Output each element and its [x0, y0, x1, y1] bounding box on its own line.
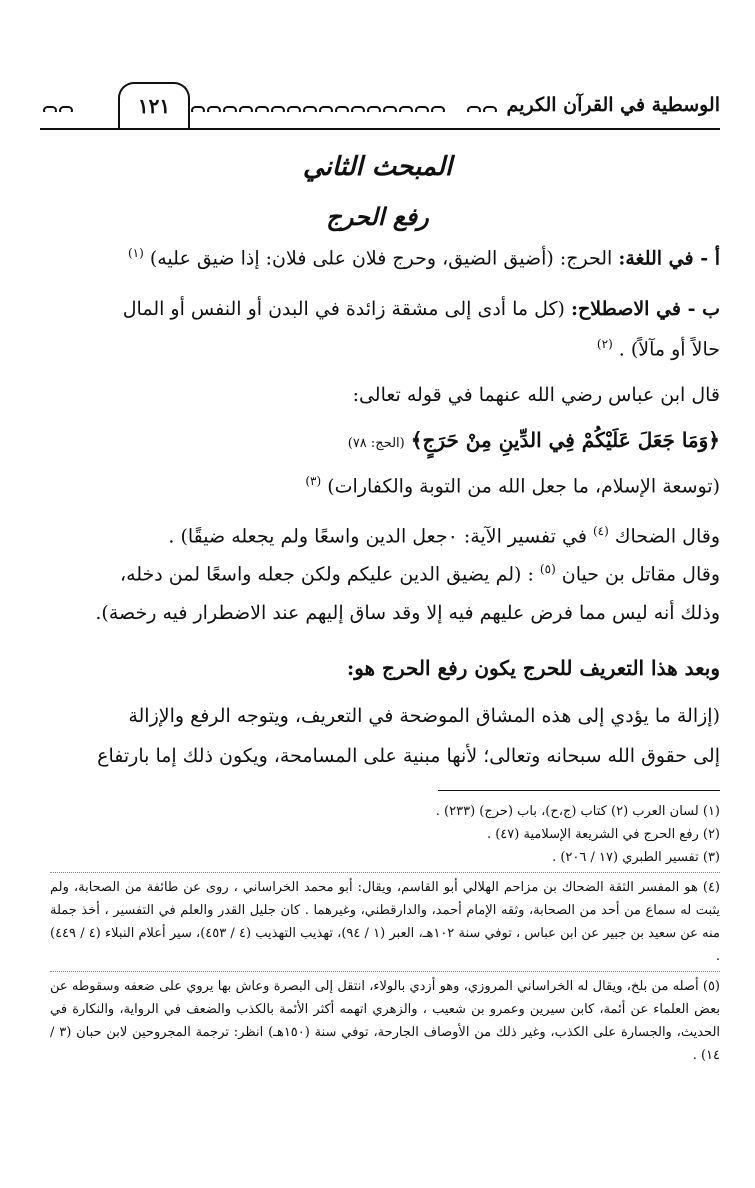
- quran-verse-line: [58, 428, 720, 452]
- footnote-divider: [50, 872, 720, 873]
- footnote-3: (٣) تفسير الطبري (١٧ / ٢٠٦) .: [552, 850, 720, 865]
- header-rule: [40, 128, 720, 130]
- muqatil-text-b: : (لم يضيق الدين عليكم ولكن جعله واسعًا لمن دخله،: [119, 563, 534, 586]
- lang-label: أ - في اللغة:: [618, 247, 720, 270]
- ornament-right: [466, 100, 504, 112]
- definition-body-line-1: (إزالة ما يؤدي إلى هذه المشاق الموضحة في التعريف، ويتوجه الرفع والإزالة: [128, 705, 720, 727]
- definition-heading: وبعد هذا التعريف للحرج يكون رفع الحرج هو:: [346, 656, 720, 680]
- quran-verse: ﴿وَمَا جَعَلَ عَلَيْكُمْ فِي الدِّينِ مِنْ حَرَجٍ﴾: [410, 428, 720, 452]
- explanation-text: (توسعة الإسلام، ما جعل الله من التوبة والكفارات): [327, 475, 720, 498]
- footnotes: [50, 800, 720, 1067]
- ornament-middle: [190, 100, 462, 112]
- lang-text: الحرج: (أضيق الضيق، وحرج فلان على فلان: إذا ضيق عليه): [149, 247, 613, 270]
- dahhak-quote: [58, 524, 720, 547]
- definition-term-line-2: [58, 337, 720, 360]
- term-text-2: حالاً أو مآلاً) .: [618, 338, 720, 361]
- footnote-ref-4[interactable]: (٤): [592, 524, 609, 538]
- footnote-4: (٤) هو المفسر الثقة الضحاك بن مزاحم الهلالي أبو القاسم، ويقال: أبو محمد الخراساني ، روى عن طائفة من الصحابة، ولم يثبت له سماع من أحد من الصحابة، وثقه الإمام أحمد، والدارقطني، وغيرهما . كان جليل القدر والعلم في التفسير ، أخذ جملة منه عن سعيد بن جبير عن ابن عباس ، توفي سنة ١٠٢هـ، العبر (١ / ٩٤)، تهذيب التهذيب (٤ / ٤٥٣)، سير أعلام النبلاء (٤ / ٤٤٩) .: [50, 880, 720, 964]
- page-number: ١٢١: [118, 82, 190, 128]
- footnote-separator: [438, 790, 720, 791]
- muqatil-line-2: وذلك أنه ليس مما فرض عليهم فيه إلا وقد ساق إليهم عند الاضطرار فيه رخصة).: [95, 602, 720, 624]
- footnote-2: (٢) رفع الحرج في الشريعة الإسلامية (٤٧) .: [486, 827, 720, 842]
- running-title: الوسطية في القرآن الكريم: [506, 94, 720, 116]
- verse-reference: (الحج: ٧٨): [347, 436, 405, 451]
- ornament-left: [42, 100, 80, 112]
- term-label: ب - في الاصطلاح:: [571, 298, 720, 320]
- dahhak-text-b: في تفسير الآية: ٠جعل الدين واسعًا ولم يجعله ضيقًا) .: [168, 525, 587, 548]
- footnote-ref-2[interactable]: (٢): [596, 337, 613, 351]
- footnote-ref-5[interactable]: (٥): [539, 562, 556, 576]
- term-text-1: (كل ما أدى إلى مشقة زائدة في البدن أو النفس أو المال: [122, 298, 565, 320]
- footnote-ref-3[interactable]: (٣): [305, 474, 322, 488]
- footnote-divider: [50, 971, 720, 972]
- muqatil-quote: [58, 562, 720, 585]
- footnote-1: (١) لسان العرب (٢) كتاب (ج،ح)، باب (حرج) (٢٣٣) .: [435, 804, 720, 819]
- footnote-5: (٥) أصله من بلخ، ويقال له الخراساني المروزي، وهو أزدي بالولاء، انتقل إلى البصرة وعاش بها يروي على ضعفه وسقوطه عن بعض العلماء عن أئمة، كابن سيرين وعمرو بن شعيب ، والزهري اتهمه أكثر الأئمة بالكذب والضعف في الرواية، والنكارة في الحديث، والجسارة على الكذب، وغير ذلك من الأوصاف الجارحة، توفي سنة (١٥٠هـ) انظر: ترجمة المجروحين لابن حبان (٣ / ١٤) .: [50, 979, 721, 1063]
- definition-body-line-2: إلى حقوق الله سبحانه وتعالى؛ لأنها مبنية على المسامحة، ويكون ذلك إما بارتفاع: [97, 745, 720, 767]
- definition-language: [58, 246, 720, 269]
- section-title: المبحث الثاني: [302, 152, 453, 182]
- page-header: [40, 86, 720, 130]
- definition-term-line-1: [58, 298, 720, 320]
- dahhak-text-a: وقال الضحاك: [614, 525, 720, 548]
- ibn-abbas-explanation: [58, 474, 720, 497]
- footnote-ref-1[interactable]: (١): [127, 246, 144, 260]
- muqatil-text-a: وقال مقاتل بن حيان: [561, 563, 720, 586]
- subsection-title: رفع الحرج: [326, 202, 429, 231]
- ibn-abbas-intro: قال ابن عباس رضي الله عنهما في قوله تعالى:: [352, 384, 720, 406]
